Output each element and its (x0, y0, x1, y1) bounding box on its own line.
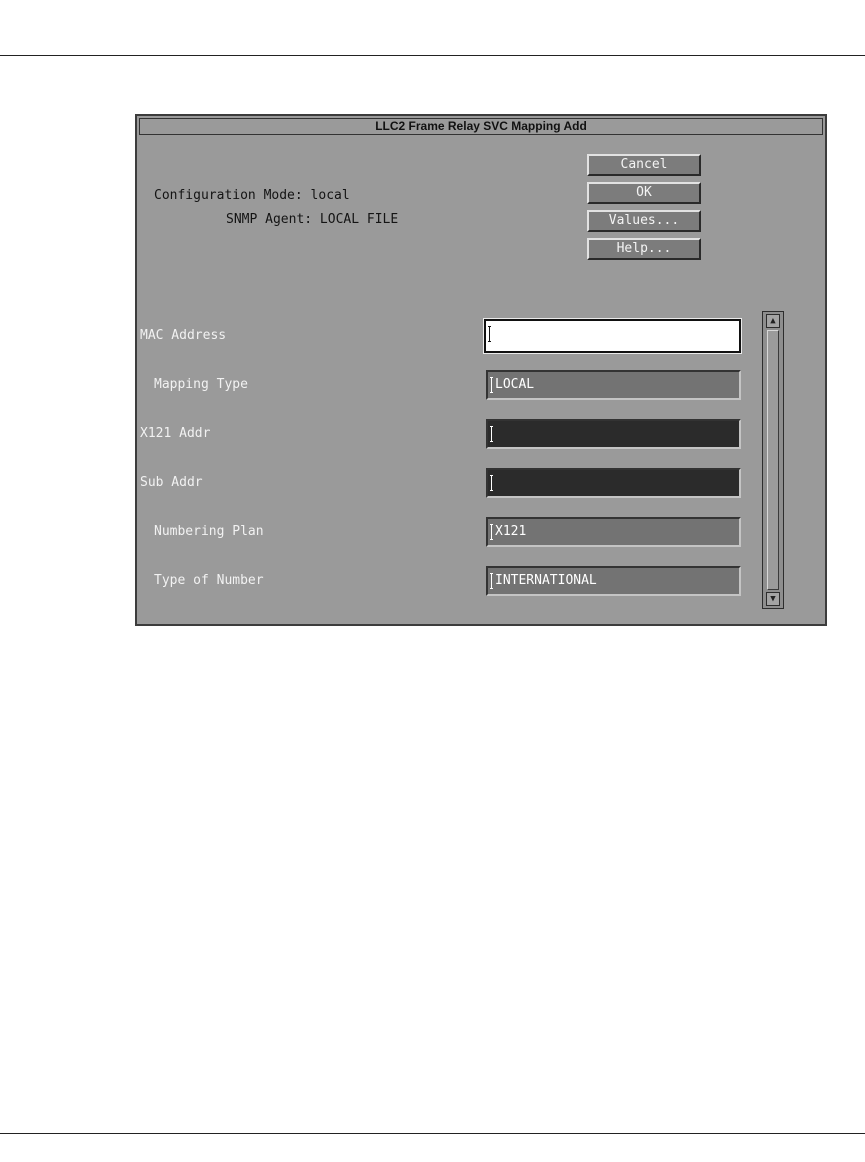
scrollbar-thumb[interactable] (767, 330, 779, 590)
dialog-title: LLC2 Frame Relay SVC Mapping Add (139, 118, 823, 135)
page-top-rule (0, 55, 865, 56)
text-cursor-icon (490, 426, 494, 442)
text-cursor-icon (490, 573, 494, 589)
sub-addr-label: Sub Addr (140, 475, 203, 490)
mac-address-input[interactable] (484, 319, 741, 353)
cancel-button[interactable]: Cancel (587, 154, 701, 176)
text-cursor-icon (490, 377, 494, 393)
type-of-number-field[interactable] (486, 566, 741, 596)
svc-mapping-add-dialog (135, 114, 827, 626)
mac-address-label: MAC Address (140, 328, 227, 343)
mapping-type-field[interactable] (486, 370, 741, 400)
text-cursor-icon (488, 326, 492, 342)
config-mode-value: local (310, 188, 350, 203)
type-of-number-value: INTERNATIONAL (495, 573, 597, 588)
snmp-agent-row (226, 212, 398, 228)
values-button[interactable]: Values... (587, 210, 701, 232)
config-mode-label: Configuration Mode: (154, 188, 303, 203)
snmp-agent-value: LOCAL FILE (319, 212, 399, 227)
numbering-plan-field[interactable] (486, 517, 741, 547)
text-cursor-icon (490, 524, 494, 540)
page-bottom-rule (0, 1133, 865, 1134)
x121-addr-input[interactable] (486, 419, 741, 449)
sub-addr-input[interactable] (486, 468, 741, 498)
mapping-type-value: LOCAL (495, 377, 535, 392)
mapping-type-label: Mapping Type (154, 377, 248, 392)
text-cursor-icon (490, 475, 494, 491)
x121-addr-label: X121 Addr (140, 426, 211, 441)
ok-button[interactable]: OK (587, 182, 701, 204)
help-button[interactable]: Help... (587, 238, 701, 260)
scroll-down-arrow-icon[interactable]: ▼ (766, 592, 780, 606)
type-of-number-label: Type of Number (154, 573, 264, 588)
vertical-scrollbar[interactable] (762, 311, 784, 609)
numbering-plan-label: Numbering Plan (154, 524, 264, 539)
snmp-agent-label: SNMP Agent: (226, 212, 313, 227)
numbering-plan-value: X121 (495, 524, 527, 539)
scroll-up-arrow-icon[interactable]: ▲ (766, 314, 780, 328)
config-mode-row (154, 188, 350, 204)
